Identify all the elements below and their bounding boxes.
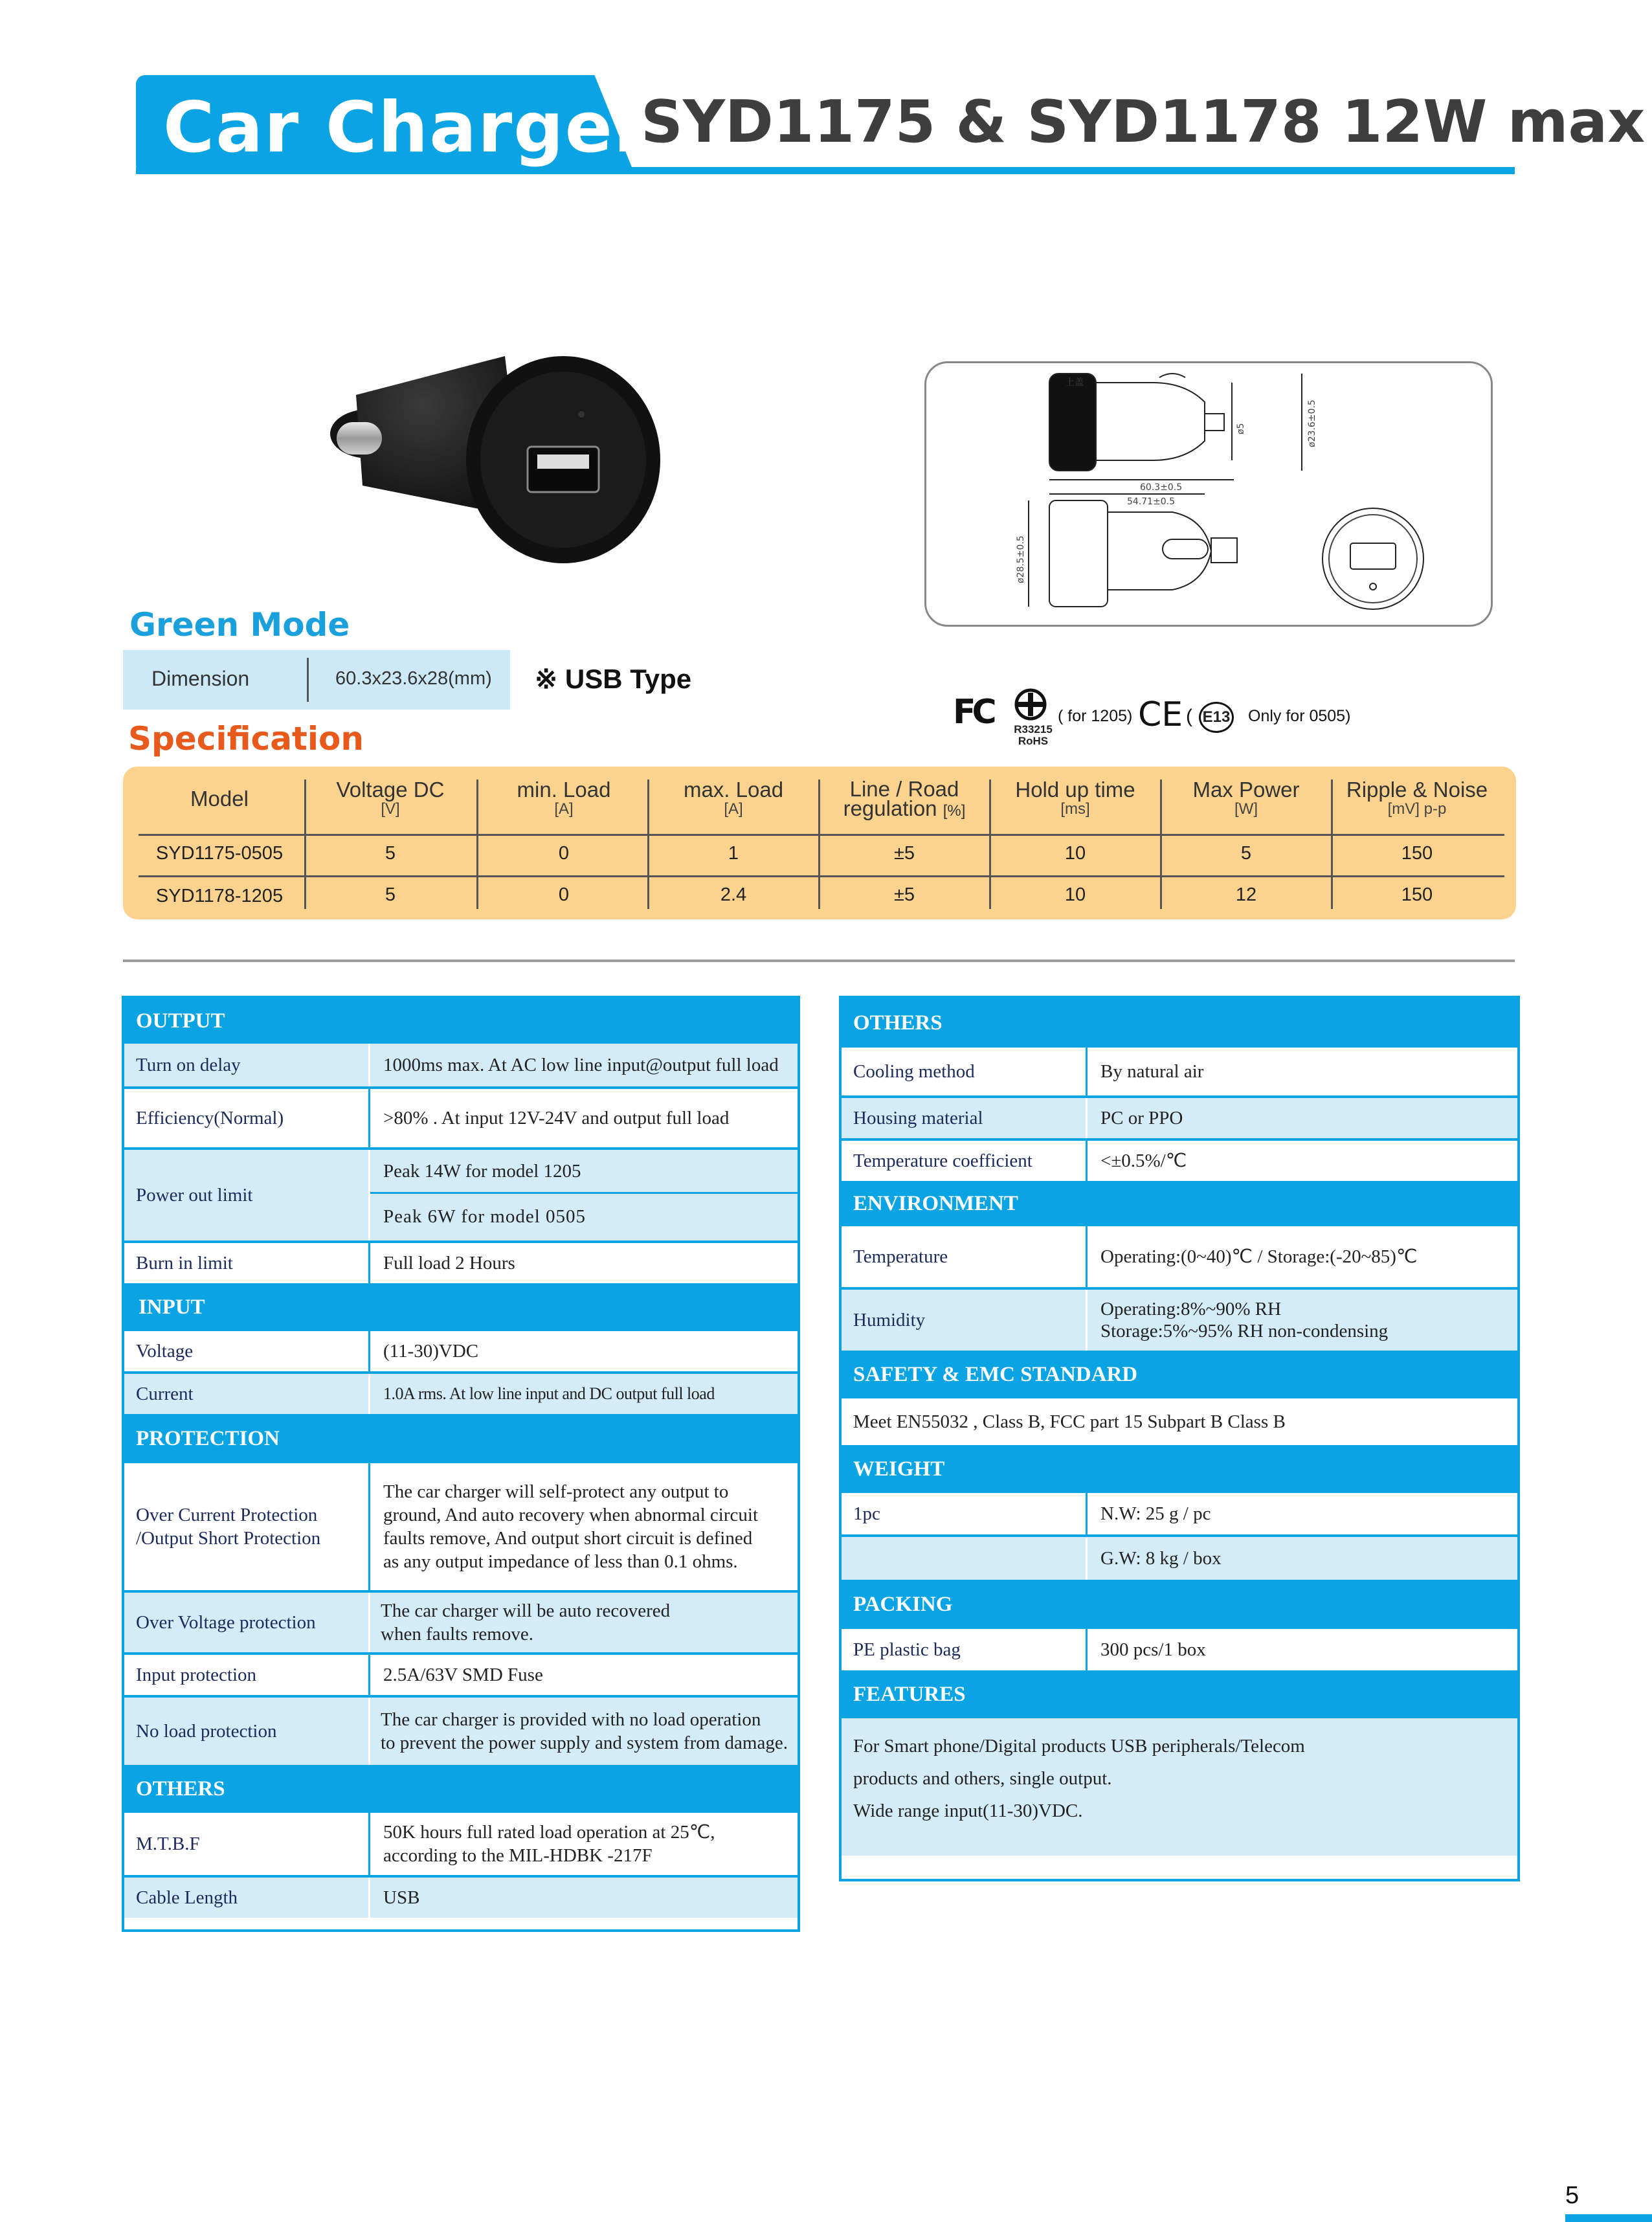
- spec-cell: 0: [558, 884, 570, 905]
- row-value: Meet EN55032 , Class B, FCC part 15 Subpart B Class B: [853, 1411, 1286, 1432]
- spec-cell: 2.4: [720, 884, 747, 905]
- temp-coef-row: [842, 1141, 1517, 1181]
- spec-header-max-power: Max Power [W]: [1192, 778, 1300, 818]
- dimension-separator: [307, 658, 309, 702]
- row-value: The car charger is provided with no load operation to prevent the power supply and system from damage.: [381, 1709, 788, 1753]
- spec-cell: 5: [385, 843, 396, 864]
- row-label: Current: [124, 1374, 370, 1414]
- row-label: Over Voltage protection: [124, 1593, 370, 1652]
- spec-header-max-load: max. Load [A]: [683, 778, 784, 818]
- spec-cell: 150: [1401, 843, 1433, 864]
- spec-cell: 5: [1240, 843, 1252, 864]
- humidity-row: [842, 1290, 1517, 1351]
- features-text: For Smart phone/Digital products USB peripherals/Telecom products and others, single output. Wide range input(11-30)VDC.: [842, 1718, 1517, 1856]
- row-value: G.W: 8 kg / box: [1100, 1548, 1222, 1569]
- row-value: <±0.5%/℃: [1100, 1150, 1187, 1171]
- spec-cell: ±5: [893, 884, 915, 905]
- cable-length-row: [124, 1878, 798, 1918]
- row-label: Power out limit: [124, 1150, 370, 1240]
- current-row: [124, 1374, 798, 1414]
- technical-drawing-frame: [924, 361, 1493, 627]
- turn-on-delay-row: [124, 1044, 798, 1086]
- row-label: PE plastic bag: [842, 1629, 1088, 1670]
- safety-row: [842, 1398, 1517, 1445]
- row-value: The car charger will be auto recovered when faults remove.: [381, 1600, 671, 1644]
- row-label: Input protection: [124, 1655, 370, 1695]
- bsmi-code: R33215 RoHS: [1014, 723, 1053, 747]
- row-value: PC or PPO: [1100, 1108, 1183, 1128]
- voltage-row: [124, 1331, 798, 1371]
- e13-mark: E13: [1199, 702, 1234, 733]
- drawing-label-top: 上盖: [1066, 377, 1084, 388]
- housing-row: [842, 1098, 1517, 1138]
- spec-header-ripple: Ripple & Noise [mV] p-p: [1346, 778, 1488, 818]
- spec-cell: 10: [1064, 884, 1086, 905]
- row-label: 1pc: [842, 1493, 1088, 1534]
- row-value: USB: [383, 1887, 420, 1908]
- spec-row-divider: [139, 834, 1504, 836]
- drawing-dim-pin: ø5: [1236, 423, 1246, 434]
- cert-paren: (: [1186, 706, 1192, 727]
- drawing-dim-height: ø23.6±0.5: [1307, 399, 1317, 447]
- burn-in-row: [124, 1243, 798, 1283]
- drawing-dim-diameter: ø28.5±0.5: [1016, 535, 1026, 583]
- model-title: SYD1175 & SYD1178 12W max: [641, 88, 1646, 156]
- protection-band: PROTECTION: [124, 1414, 798, 1463]
- spec-cell: 0: [558, 843, 570, 864]
- dimension-label: Dimension: [151, 667, 250, 690]
- row-label: Turn on delay: [124, 1044, 370, 1086]
- section-divider: [123, 960, 1515, 962]
- spec-row-divider: [139, 875, 1504, 877]
- over-current-row: [124, 1463, 798, 1590]
- efficiency-row: [124, 1089, 798, 1147]
- row-value: The car charger will self-protect any output to ground, And auto recovery when abnormal circuit faults remove, And output short circuit is defined as any output impedance of less than 0.1 ohms.: [383, 1481, 759, 1572]
- power-out-limit-row: [124, 1150, 798, 1240]
- page-number: 5: [1565, 2182, 1579, 2209]
- row-label: Humidity: [842, 1290, 1088, 1351]
- row-value: N.W: 25 g / pc: [1100, 1503, 1211, 1524]
- row-label: Efficiency(Normal): [124, 1089, 370, 1147]
- ce-mark: CE: [1138, 695, 1183, 734]
- row-value: 300 pcs/1 box: [1100, 1639, 1206, 1660]
- packing-row: [842, 1629, 1517, 1670]
- page-number-bar: [1565, 2214, 1652, 2222]
- specification-title: Specification: [128, 720, 364, 758]
- spec-cell: 1: [728, 843, 739, 864]
- row-label: Cooling method: [842, 1048, 1088, 1095]
- green-mode-title: Green Mode: [129, 606, 350, 644]
- usb-type-label: ※ USB Type: [535, 664, 692, 694]
- spec-col-divider: [476, 780, 478, 909]
- power-out-values: [370, 1150, 798, 1240]
- row-value: 2.5A/63V SMD Fuse: [383, 1665, 543, 1685]
- dimension-value: 60.3x23.6x28(mm): [335, 668, 492, 689]
- over-voltage-row: [124, 1593, 798, 1652]
- row-label: Over Current Protection /Output Short Protection: [124, 1463, 370, 1590]
- packing-band: PACKING: [842, 1580, 1517, 1629]
- spec-cell: 12: [1235, 884, 1257, 905]
- fcc-logo: FC: [953, 693, 993, 732]
- weight-nw-row: [842, 1493, 1517, 1534]
- row-value: >80% . At input 12V-24V and output full load: [383, 1108, 730, 1128]
- row-value: Operating:(0~40)℃ / Storage:(-20~85)℃: [1100, 1246, 1418, 1267]
- row-label: Burn in limit: [124, 1243, 370, 1283]
- drawing-dim-length: 60.3±0.5: [1140, 482, 1183, 493]
- spec-cell: SYD1175-0505: [155, 843, 284, 864]
- dimension-drawing: [926, 363, 1491, 625]
- left-spec-panel: [122, 996, 800, 1932]
- spec-cell: SYD1178-1205: [155, 886, 284, 906]
- others-band-left: OTHERS: [124, 1765, 798, 1813]
- mtbf-row: [124, 1813, 798, 1875]
- input-protection-row: [124, 1655, 798, 1695]
- row-value: 1.0A rms. At low line input and DC output full load: [383, 1384, 715, 1403]
- page-title: Car Charger: [163, 87, 650, 168]
- spec-header-model: Model: [190, 787, 249, 811]
- row-value: By natural air: [1100, 1061, 1204, 1082]
- row-label: M.T.B.F: [124, 1813, 370, 1875]
- features-band: FEATURES: [842, 1670, 1517, 1718]
- row-label: Voltage: [124, 1331, 370, 1371]
- spec-cell: ±5: [893, 843, 915, 864]
- others-band-right: OTHERS: [842, 998, 1517, 1048]
- spec-cell: 150: [1401, 884, 1433, 905]
- cert-note-1205: ( for 1205): [1058, 707, 1133, 725]
- car-charger-product-image: [311, 337, 660, 570]
- spec-header-voltage: Voltage DC [V]: [336, 778, 445, 818]
- row-value: Peak 14W for model 1205: [370, 1150, 798, 1194]
- row-value: (11-30)VDC: [383, 1341, 479, 1362]
- row-label: Temperature: [842, 1226, 1088, 1287]
- weight-gw-row: [842, 1537, 1517, 1580]
- spec-cell: 5: [385, 884, 396, 905]
- row-value: Full load 2 Hours: [383, 1253, 515, 1274]
- safety-band: SAFETY & EMC STANDARD: [842, 1351, 1517, 1398]
- no-load-row: [124, 1698, 798, 1765]
- input-band: INPUT: [124, 1283, 798, 1331]
- row-value: Operating:8%~90% RH Storage:5%~95% RH non-condensing: [1100, 1299, 1389, 1341]
- row-label: Cable Length: [124, 1878, 370, 1918]
- cooling-row: [842, 1048, 1517, 1095]
- environment-band: ENVIRONMENT: [842, 1181, 1517, 1226]
- bsmi-mark-icon: [1014, 688, 1047, 721]
- row-label: Temperature coefficient: [842, 1141, 1088, 1181]
- drawing-dim-inner: 54.71±0.5: [1127, 497, 1176, 507]
- row-value: Peak 6W for model 0505: [383, 1206, 586, 1227]
- temperature-row: [842, 1226, 1517, 1287]
- right-spec-panel: [839, 996, 1520, 1881]
- output-band: OUTPUT: [124, 998, 798, 1044]
- row-label: Housing material: [842, 1098, 1088, 1138]
- row-value: 50K hours full rated load operation at 25℃, according to the MIL-HDBK -217F: [383, 1822, 715, 1866]
- spec-header-hold-up: Hold up time [ms]: [1015, 778, 1135, 818]
- spec-header-regulation: Line / Road regulation [%]: [843, 777, 966, 820]
- spec-header-min-load: min. Load [A]: [517, 778, 611, 818]
- row-value: 1000ms max. At AC low line input@output full load: [383, 1055, 779, 1075]
- row-label: No load protection: [124, 1698, 370, 1765]
- weight-band: WEIGHT: [842, 1445, 1517, 1493]
- row-label-empty: [842, 1537, 1088, 1580]
- cert-note-0505: Only for 0505): [1248, 707, 1351, 725]
- spec-cell: 10: [1064, 843, 1086, 864]
